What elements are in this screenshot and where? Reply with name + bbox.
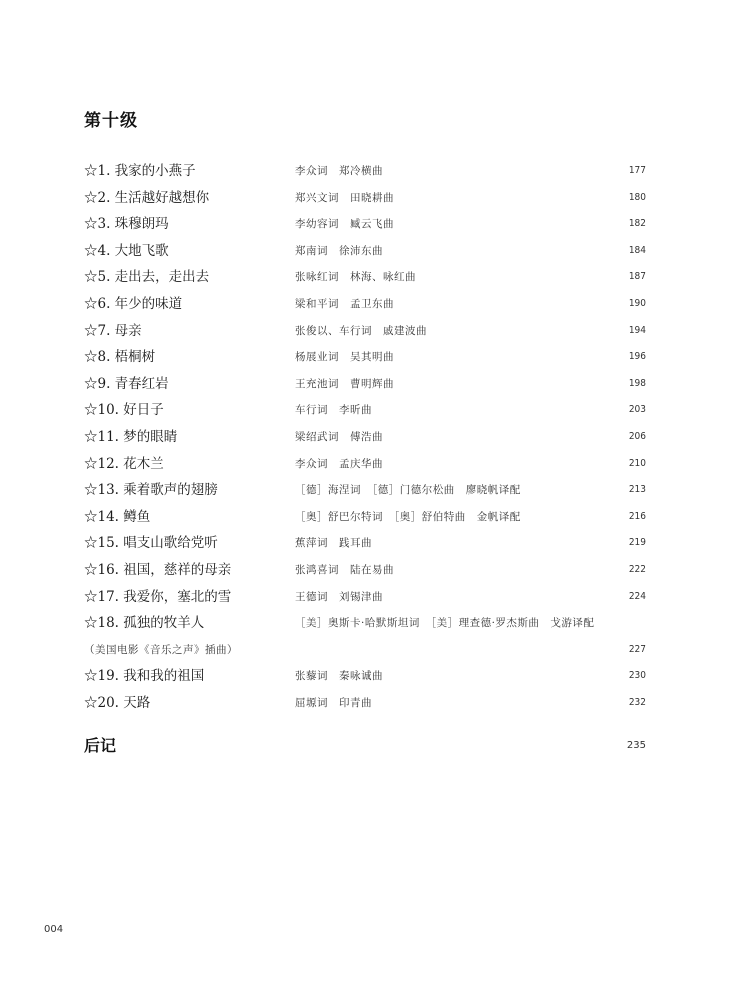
toc-entry bbox=[84, 504, 646, 531]
entry-title: ☆10. 好日子 bbox=[84, 402, 164, 419]
entry-credits: 屈塬词 印青曲 bbox=[295, 696, 372, 709]
entry-title: ☆11. 梦的眼睛 bbox=[84, 428, 178, 445]
entry-page-number: 190 bbox=[628, 297, 646, 309]
toc-entry bbox=[84, 477, 646, 504]
entry-page-number: 232 bbox=[628, 696, 646, 708]
entry-title: ☆5. 走出去，走出去 bbox=[84, 269, 210, 286]
toc-entry bbox=[84, 424, 646, 451]
toc-list bbox=[84, 158, 646, 716]
entry-credits: ［奥］舒巴尔特词 ［奥］舒伯特曲 金帆译配 bbox=[295, 510, 521, 523]
entry-credits: 张俊以、车行词 戚建波曲 bbox=[295, 324, 427, 337]
entry-credits: 郑兴文词 田晓耕曲 bbox=[295, 191, 394, 204]
entry-title: ☆9. 青春红岩 bbox=[84, 375, 169, 392]
entry-title: ☆13. 乘着歌声的翅膀 bbox=[84, 482, 218, 499]
toc-entry bbox=[84, 211, 646, 238]
entry-page-number: 177 bbox=[628, 165, 646, 176]
entry-title: ☆1. 我家的小燕子 bbox=[84, 163, 196, 179]
entry-page-number: 227 bbox=[628, 643, 646, 655]
entry-page-number: 194 bbox=[628, 324, 646, 336]
entry-page-number: 203 bbox=[628, 404, 646, 416]
entry-credits: 车行词 李昕曲 bbox=[295, 404, 372, 417]
entry-title: ☆7. 母亲 bbox=[84, 322, 142, 339]
toc-entry bbox=[84, 185, 646, 212]
entry-title: ☆3. 珠穆朗玛 bbox=[84, 216, 169, 233]
entry-credits: 张鸿喜词 陆在易曲 bbox=[295, 563, 394, 576]
entry-credits: 梁绍武词 傅浩曲 bbox=[295, 430, 383, 443]
entry-credits: 蕉萍词 践耳曲 bbox=[295, 537, 372, 550]
entry-page-number: 230 bbox=[628, 670, 646, 682]
entry-page-number: 184 bbox=[628, 244, 646, 256]
entry-title: ☆16. 祖国，慈祥的母亲 bbox=[84, 561, 232, 578]
toc-entry-subtitle-row bbox=[84, 637, 646, 664]
toc-entry bbox=[84, 663, 646, 690]
entry-title: ☆6. 年少的味道 bbox=[84, 295, 183, 312]
entry-page-number: 222 bbox=[628, 563, 646, 575]
entry-title: ☆18. 孤独的牧羊人 bbox=[84, 615, 205, 632]
toc-entry bbox=[84, 690, 646, 717]
afterword-entry bbox=[84, 734, 646, 758]
entry-credits: ［美］奥斯卡·哈默斯坦词 ［美］理查德·罗杰斯曲 戈游译配 bbox=[295, 617, 595, 630]
entry-title: ☆2. 生活越好越想你 bbox=[84, 189, 210, 206]
toc-entry bbox=[84, 397, 646, 424]
entry-title: ☆17. 我爱你，塞北的雪 bbox=[84, 588, 232, 605]
toc-entry bbox=[84, 584, 646, 611]
toc-entry bbox=[84, 158, 646, 185]
entry-credits: 郑南词 徐沛东曲 bbox=[295, 244, 383, 257]
toc-entry bbox=[84, 344, 646, 371]
entry-title: ☆8. 梧桐树 bbox=[84, 349, 156, 366]
toc-entry bbox=[84, 264, 646, 291]
entry-credits: ［德］海涅词 ［德］门德尔松曲 廖晓帆译配 bbox=[295, 484, 521, 497]
section-title: 第十级 bbox=[84, 111, 138, 131]
toc-entry bbox=[84, 610, 646, 637]
toc-entry bbox=[84, 291, 646, 318]
entry-page-number: 180 bbox=[628, 191, 646, 203]
entry-page-number: 216 bbox=[628, 510, 646, 522]
toc-entry bbox=[84, 318, 646, 345]
entry-title: ☆12. 花木兰 bbox=[84, 455, 164, 472]
entry-title: ☆4. 大地飞歌 bbox=[84, 242, 169, 259]
entry-credits: 梁和平词 孟卫东曲 bbox=[295, 297, 394, 310]
toc-entry bbox=[84, 530, 646, 557]
entry-credits: 杨展业词 吴其明曲 bbox=[295, 351, 394, 364]
entry-subtitle: （美国电影《音乐之声》插曲） bbox=[84, 643, 238, 656]
afterword-page-number: 235 bbox=[626, 740, 646, 751]
entry-title: ☆14. 鳟鱼 bbox=[84, 508, 151, 525]
afterword-title: 后记 bbox=[84, 736, 117, 755]
entry-credits: 李众词 孟庆华曲 bbox=[295, 457, 383, 470]
entry-credits: 李幼容词 臧云飞曲 bbox=[295, 218, 394, 231]
entry-page-number: 210 bbox=[628, 457, 646, 469]
entry-page-number: 219 bbox=[628, 537, 646, 549]
entry-page-number: 182 bbox=[628, 218, 646, 230]
entry-page-number: 224 bbox=[628, 590, 646, 602]
toc-entry bbox=[84, 451, 646, 478]
entry-page-number: 206 bbox=[628, 430, 646, 442]
toc-entry bbox=[84, 371, 646, 398]
entry-credits: 张藜词 秦咏诚曲 bbox=[295, 670, 383, 683]
entry-page-number: 196 bbox=[628, 351, 646, 363]
entry-title: ☆19. 我和我的祖国 bbox=[84, 668, 205, 685]
entry-credits: 王充池词 曹明辉曲 bbox=[295, 377, 394, 390]
entry-credits: 张咏红词 林海、咏红曲 bbox=[295, 271, 416, 284]
entry-credits: 王德词 刘锡津曲 bbox=[295, 590, 383, 603]
toc-entry bbox=[84, 238, 646, 265]
entry-page-number: 187 bbox=[628, 271, 646, 283]
entry-title: ☆15. 唱支山歌给党听 bbox=[84, 535, 218, 552]
toc-entry bbox=[84, 557, 646, 584]
entry-page-number: 198 bbox=[628, 377, 646, 389]
page-folio: 004 bbox=[44, 924, 64, 935]
entry-page-number: 213 bbox=[628, 484, 646, 496]
entry-title: ☆20. 天路 bbox=[84, 694, 151, 711]
entry-credits: 李众词 郑冷横曲 bbox=[295, 165, 383, 177]
